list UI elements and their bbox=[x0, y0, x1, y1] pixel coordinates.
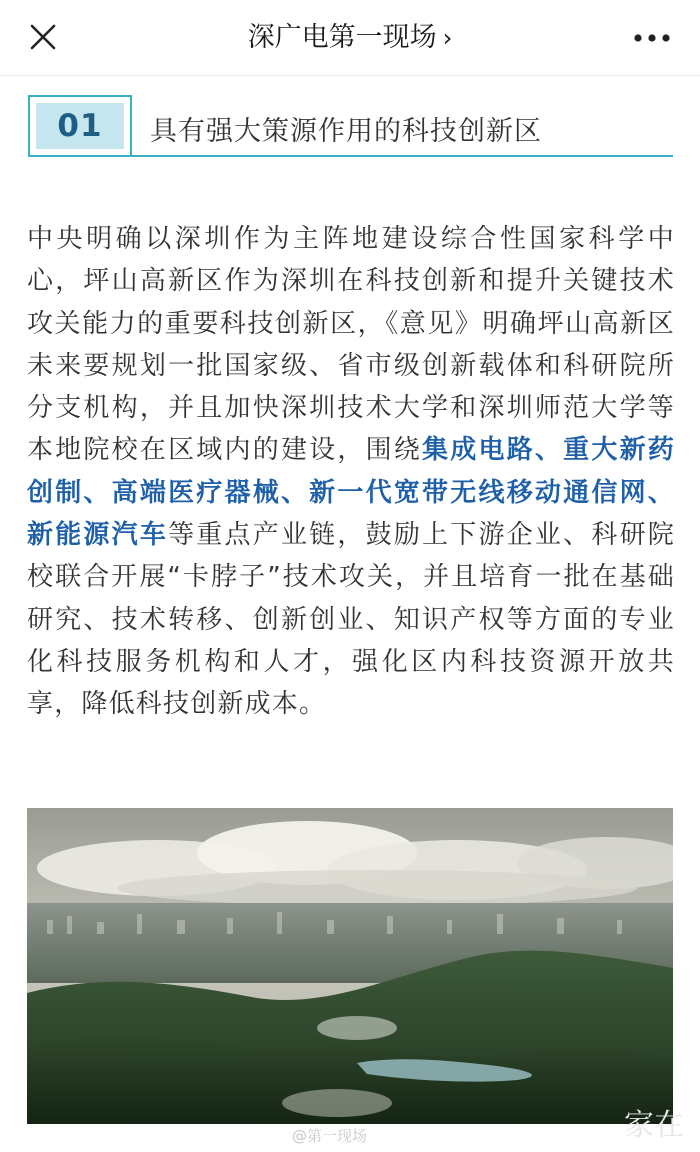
section-heading bbox=[28, 95, 673, 157]
account-name[interactable]: 深广电第一现场 bbox=[247, 22, 437, 53]
section-number: 01 bbox=[36, 103, 124, 149]
paragraph-highlight: 集成电路、重大新药创制、高端医疗器械、新一代宽带无线移动通信网、新能源汽车 bbox=[27, 435, 675, 551]
more-icon[interactable] bbox=[630, 18, 674, 58]
paragraph-text-before: 中央明确以深圳作为主阵地建设综合性国家科学中心，坪山高新区作为深圳在科技创新和提升关键技术攻关能力的重要科技创新区，《意见》明确坪山高新区未来要规划一批国家级、省市级创新载体和科研院所分支机构，并且加快深圳技术大学和深圳师范大学等本地院校在区域内的建设，围绕 bbox=[27, 224, 675, 466]
chevron-right-icon[interactable]: › bbox=[442, 24, 453, 52]
top-bar bbox=[0, 0, 700, 76]
landscape-photo[interactable] bbox=[27, 808, 673, 1124]
watermark: 家在 bbox=[624, 1108, 684, 1143]
section-number-box bbox=[28, 95, 132, 157]
image-credit: @第一现场 bbox=[292, 1127, 368, 1145]
article-paragraph bbox=[27, 218, 675, 726]
paragraph-text-after: 等重点产业链，鼓励上下游企业、科研院校联合开展“卡脖子”技术攻关，并且培育一批在基础研究、技术转移、创新创业、知识产权等方面的专业化科技服务机构和人才，强化区内科技资源开放共享，降低科技创新成本。 bbox=[27, 520, 675, 720]
section-title: 具有强大策源作用的科技创新区 bbox=[150, 116, 542, 147]
account-title[interactable] bbox=[0, 18, 700, 58]
section-underline bbox=[132, 155, 673, 157]
